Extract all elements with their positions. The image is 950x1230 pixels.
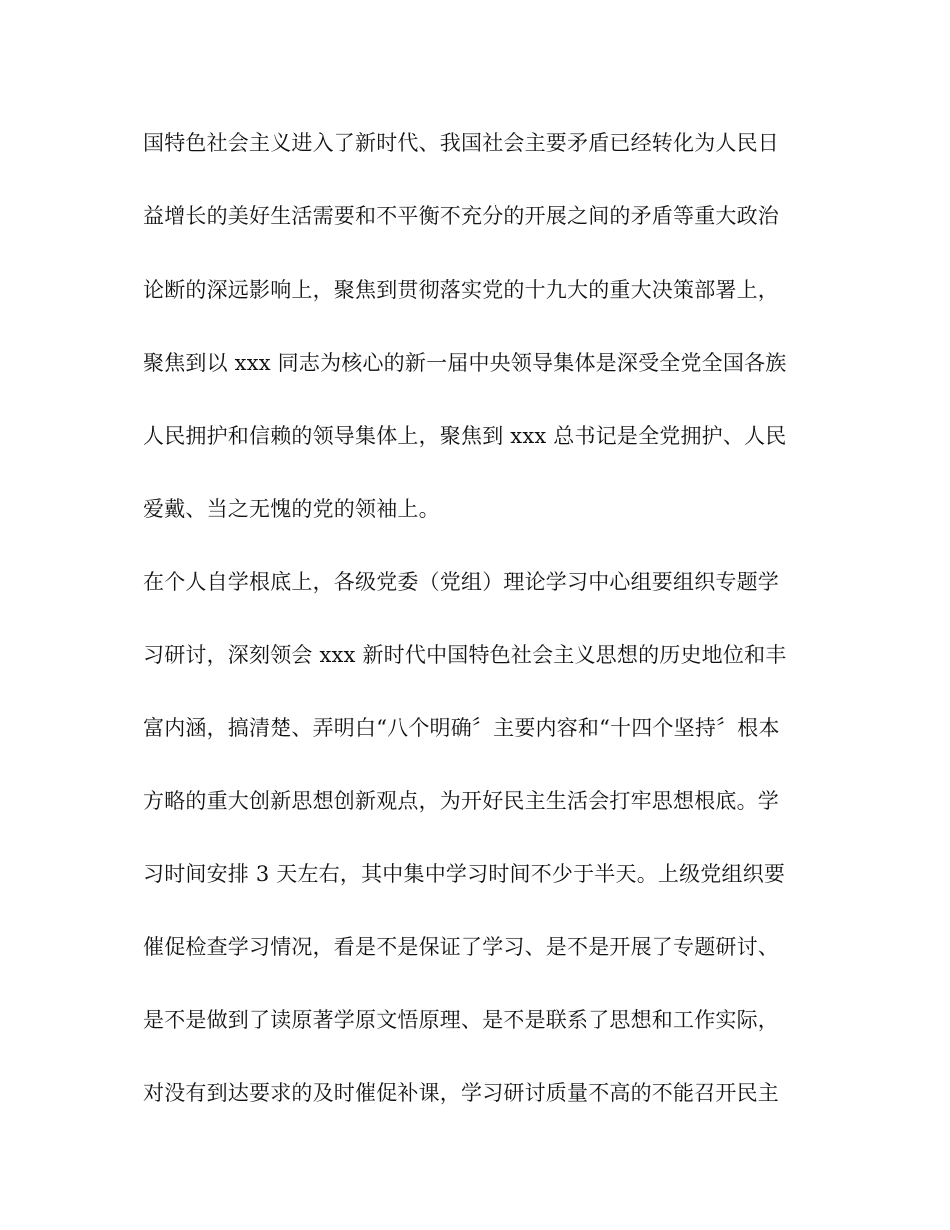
text-line: 对没有到达要求的及时催促补课，学习研讨质量不高的不能召开民主 (143, 1081, 779, 1105)
text-line: 催促检查学习情况，看是不是保证了学习、是不是开展了专题研讨、 (143, 935, 779, 959)
text-line: 国特色社会主义进入了新时代、我国社会主要矛盾已经转化为人民日 (143, 131, 779, 155)
text-line: 爱戴、当之无愧的党的领袖上。 (143, 497, 440, 521)
text-line: 习时间安排 3 天左右，其中集中学习时间不少于半天。上级党组织要 (143, 862, 786, 886)
text-line: 益增长的美好生活需要和不平衡不充分的开展之间的矛盾等重大政治 (143, 204, 779, 228)
text-line: 习研讨，深刻领会 xxx 新时代中国特色社会主义思想的历史地位和丰 (143, 643, 787, 667)
text-line: 人民拥护和信赖的领导集体上，聚焦到 xxx 总书记是全党拥护、人民 (143, 424, 787, 448)
text-line: 富内涵，搞清楚、弄明白“八个明确〞主要内容和“十四个坚持〞根本 (143, 716, 780, 740)
text-line: 聚焦到以 xxx 同志为核心的新一届中央领导集体是深受全党全国各族 (143, 351, 787, 375)
text-line: 是不是做到了读原著学原文悟原理、是不是联系了思想和工作实际， (143, 1008, 779, 1032)
text-line: 方略的重大创新思想创新观点，为开好民主生活会打牢思想根底。学 (143, 789, 779, 813)
text-line: 论断的深远影响上，聚焦到贯彻落实党的十九大的重大决策部署上， (143, 278, 779, 302)
text-line: 在个人自学根底上，各级党委（党组）理论学习中心组要组织专题学 (143, 570, 779, 594)
